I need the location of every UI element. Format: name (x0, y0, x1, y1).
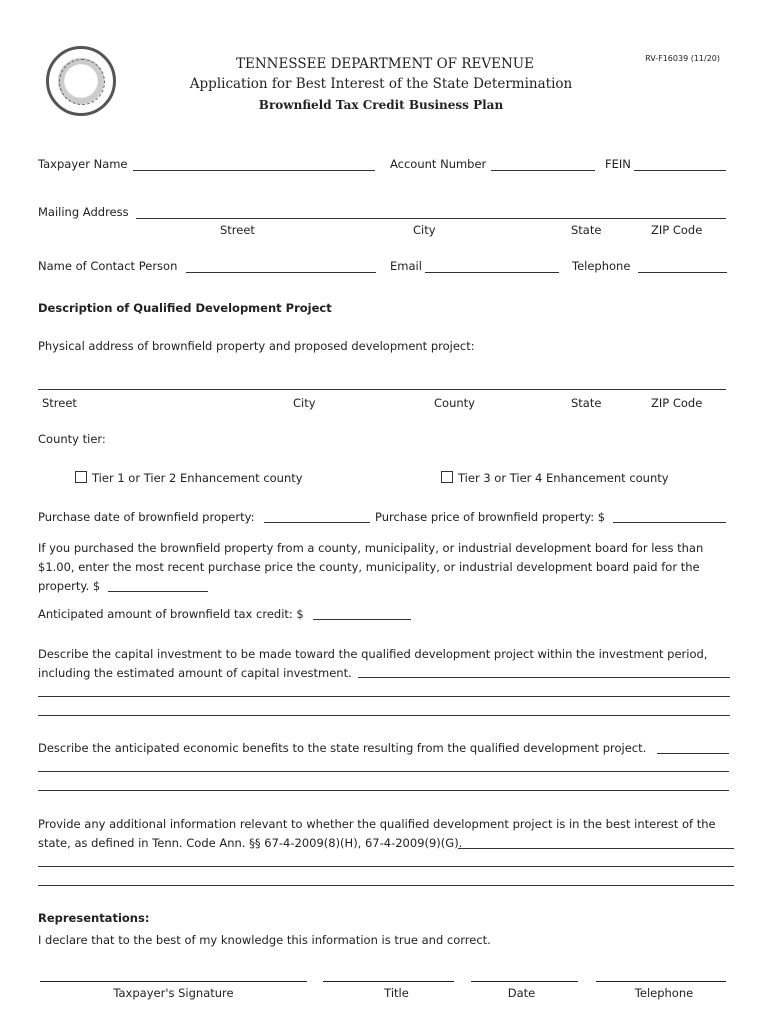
tier-1-2-label: Tier 1 or Tier 2 Enhancement county (92, 471, 303, 485)
project-state-caption: State (571, 396, 602, 410)
purchase-date-label: Purchase date of brownfield property: (38, 510, 255, 524)
state-caption: State (571, 223, 602, 237)
signature-field[interactable] (40, 981, 307, 982)
fein-label: FEIN (605, 157, 631, 171)
anticipated-credit-label: Anticipated amount of brownfield tax credit: $ (38, 607, 304, 621)
county-tier-label: County tier: (38, 432, 106, 446)
contact-person-field[interactable] (186, 272, 376, 273)
telephone-signature-field[interactable] (596, 981, 726, 982)
capital-investment-field-1[interactable] (358, 677, 730, 678)
economic-benefits-field-2[interactable] (38, 771, 729, 772)
email-field[interactable] (425, 272, 559, 273)
taxpayer-name-field[interactable] (133, 170, 375, 171)
project-street-caption: Street (42, 396, 77, 410)
economic-benefits-field-1[interactable] (657, 753, 729, 754)
department-text: TENNESSEE DEPARTMENT OF REVENUE (236, 56, 534, 72)
form-subtitle: Brownfield Tax Credit Business Plan (258, 98, 504, 112)
low-purchase-price-field[interactable] (108, 591, 208, 592)
additional-info-prompt: Provide any additional information relevant to whether the qualified development project is in the best interest of the state, as defined in Tenn. Code Ann. §§ 67-4-2009(8)(H), 67-4-2009(9)(G). (38, 817, 716, 850)
purchase-date-field[interactable] (264, 522, 370, 523)
additional-info-field-3[interactable] (38, 885, 734, 886)
physical-address-field[interactable] (38, 389, 726, 390)
city-caption: City (413, 223, 436, 237)
additional-info-field-2[interactable] (38, 866, 734, 867)
department-name (0, 56, 770, 72)
mailing-address-label: Mailing Address (38, 205, 129, 219)
low-purchase-text: If you purchased the brownfield property from a county, municipality, or industrial development board for less than $1.00, enter the most recent purchase price the county, municipality, or industrial development board paid for the property. $ (38, 541, 704, 593)
declaration-text: I declare that to the best of my knowledge this information is true and correct. (38, 933, 491, 947)
checkbox-icon[interactable] (75, 471, 87, 483)
capital-investment-prompt: Describe the capital investment to be made toward the qualified development project within the investment period, including the estimated amount of capital investment. (38, 647, 708, 680)
signature-caption: Taxpayer's Signature (113, 986, 234, 1000)
telephone-label: Telephone (572, 259, 631, 273)
economic-benefits-prompt: Describe the anticipated economic benefits to the state resulting from the qualified development project. (38, 741, 647, 755)
tier-1-2-option[interactable] (75, 471, 303, 485)
telephone-field[interactable] (638, 272, 727, 273)
email-label: Email (390, 259, 422, 273)
capital-investment-field-2[interactable] (38, 696, 730, 697)
title-caption: Title (384, 986, 409, 1000)
purchase-price-label: Purchase price of brownfield property: $ (375, 510, 606, 524)
project-heading: Description of Qualified Development Project (38, 301, 332, 315)
tier-3-4-label: Tier 3 or Tier 4 Enhancement county (458, 471, 669, 485)
checkbox-icon[interactable] (441, 471, 453, 483)
zip-caption: ZIP Code (651, 223, 703, 237)
telephone-caption: Telephone (634, 986, 694, 1000)
date-field[interactable] (471, 981, 578, 982)
physical-address-prompt: Physical address of brownfield property and proposed development project: (38, 339, 475, 353)
anticipated-credit-field[interactable] (313, 619, 411, 620)
project-county-caption: County (434, 396, 475, 410)
date-caption: Date (507, 986, 536, 1000)
additional-info-field-1[interactable] (458, 848, 734, 849)
account-number-field[interactable] (491, 170, 595, 171)
capital-investment-field-3[interactable] (38, 715, 730, 716)
form-id: RV-F16039 (11/20) (645, 54, 720, 63)
economic-benefits-field-3[interactable] (38, 790, 729, 791)
project-city-caption: City (293, 396, 316, 410)
title-field[interactable] (323, 981, 454, 982)
street-caption: Street (220, 223, 255, 237)
representations-heading: Representations: (38, 911, 150, 925)
project-zip-caption: ZIP Code (651, 396, 703, 410)
mailing-address-field[interactable] (136, 218, 726, 219)
taxpayer-name-label: Taxpayer Name (38, 157, 128, 171)
account-number-label: Account Number (390, 157, 487, 171)
fein-field[interactable] (634, 170, 726, 171)
tier-3-4-option[interactable] (441, 471, 669, 485)
purchase-price-field[interactable] (613, 522, 726, 523)
contact-person-label: Name of Contact Person (38, 259, 178, 273)
form-title: Application for Best Interest of the State Determination (189, 76, 573, 92)
